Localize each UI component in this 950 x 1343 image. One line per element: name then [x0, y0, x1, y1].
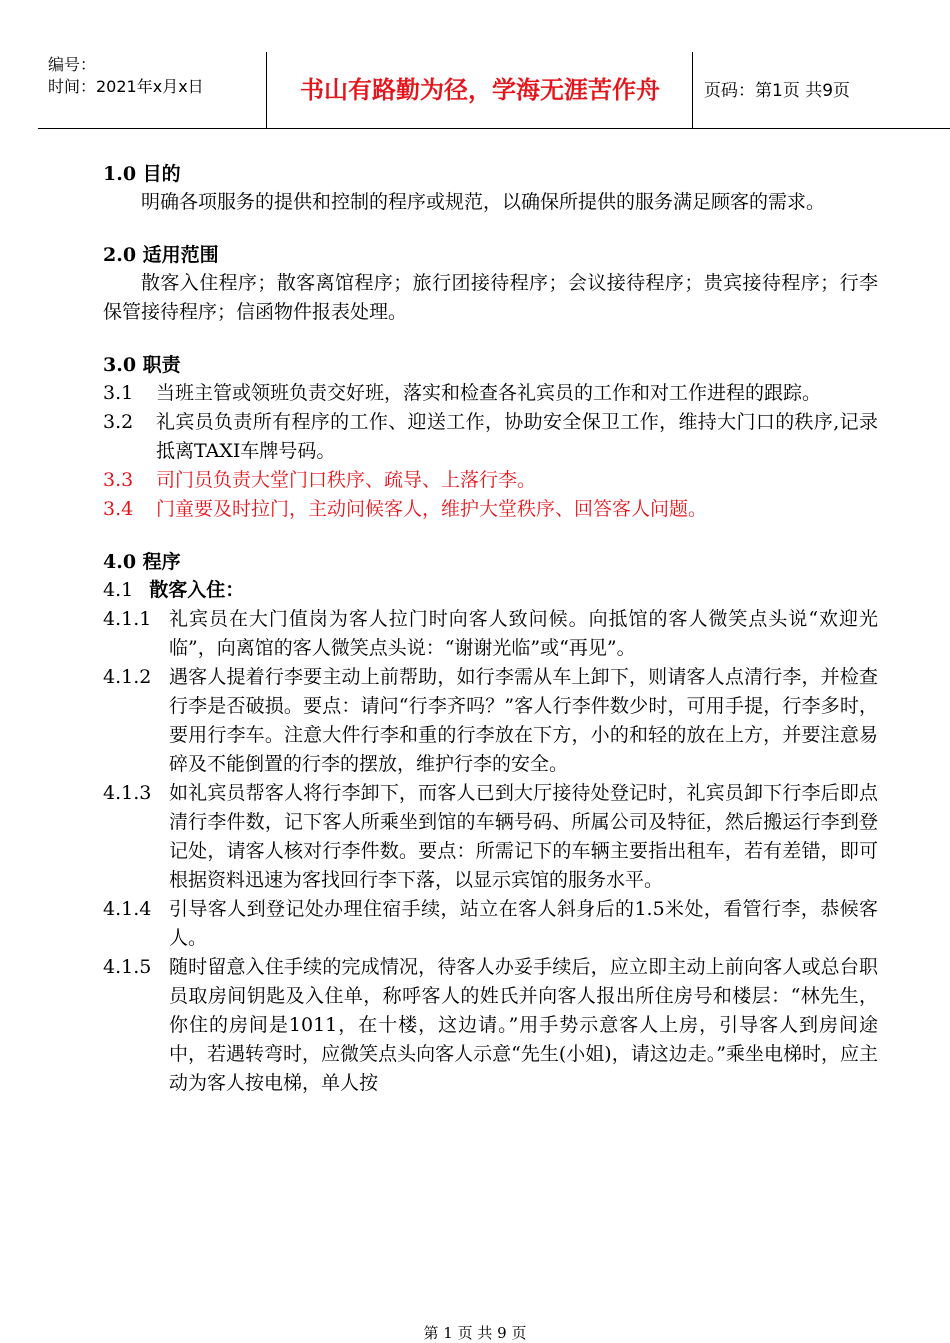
subsection-number: 4.1 — [103, 579, 134, 601]
list-item-highlighted — [103, 466, 878, 495]
item-text: 当班主管或领班负责交好班，落实和检查各礼宾员的工作和对工作进程的跟踪。 — [156, 382, 822, 404]
header-divider — [266, 52, 267, 128]
list-item-highlighted — [103, 495, 878, 524]
page-footer: 第 1 页 共 9 页 — [423, 1324, 527, 1342]
item-number: 3.3 — [103, 469, 134, 491]
item-text: 门童要及时拉门，主动问候客人，维护大堂秩序、回答客人问题。 — [156, 498, 708, 520]
item-number: 4.1.4 — [103, 898, 152, 920]
item-number: 4.1.5 — [103, 956, 152, 978]
page-header — [38, 52, 950, 129]
list-item — [103, 895, 878, 953]
section-title-duties: 3.0 职责 — [103, 354, 181, 376]
document-body — [103, 160, 878, 1098]
item-text: 引导客人到登记处办理住宿手续，站立在客人斜身后的1.5米处，看管行李，恭候客人。 — [169, 898, 878, 949]
header-motto: 书山有路勤为径，学海无涯苦作舟 — [300, 76, 660, 104]
document-time-label: 时间：2021年x月x日 — [48, 77, 204, 96]
list-item — [103, 663, 878, 779]
list-item — [103, 379, 878, 408]
item-number: 4.1.2 — [103, 666, 152, 688]
item-number: 3.1 — [103, 382, 134, 404]
section-title-procedure: 4.0 程序 — [103, 551, 181, 573]
item-number: 4.1.1 — [103, 608, 152, 630]
item-text: 如礼宾员帮客人将行李卸下，而客人已到大厅接待处登记时，礼宾员卸下行李后即点清行李件数，记下客人所乘坐到馆的车辆号码、所属公司及特征，然后搬运行李到登记处，请客人核对行李件数。要点：所需记下的车辆主要指出租车，若有差错，即可根据资料迅速为客找回行李下落，以显示宾馆的服务水平。 — [169, 782, 878, 891]
list-item — [103, 605, 878, 663]
section-title-scope: 2.0 适用范围 — [103, 244, 219, 266]
list-item — [103, 779, 878, 895]
item-number: 4.1.3 — [103, 782, 152, 804]
item-text: 遇客人提着行李要主动上前帮助，如行李需从车上卸下，则请客人点清行李，并检查行李是否破损。要点：请问“行李齐吗？”客人行李件数少时，可用手提，行李多时，要用行李车。注意大件行李和重的行李放在下方，小的和轻的放在上方，并要注意易碎及不能倒置的行李的摆放，维护行李的安全。 — [169, 666, 878, 775]
section-text-purpose: 明确各项服务的提供和控制的程序或规范，以确保所提供的服务满足顾客的需求。 — [141, 191, 826, 213]
item-text: 随时留意入住手续的完成情况，待客人办妥手续后，应立即主动上前向客人或总台职员取房间钥匙及入住单，称呼客人的姓氏并向客人报出所住房号和楼层：“林先生，你住的房间是1011，在十楼，这边请。”用手势示意客人上房，引导客人到房间途中，若遇转弯时，应微笑点头向客人示意“先生(小姐)，请这边走。”乘坐电梯时，应主动为客人按电梯，单人按 — [169, 956, 878, 1094]
header-divider — [692, 52, 693, 128]
item-number: 3.4 — [103, 498, 134, 520]
section-title-purpose: 1.0 目的 — [103, 163, 181, 185]
subsection-heading — [103, 576, 878, 605]
item-text: 司门员负责大堂门口秩序、疏导、上落行李。 — [156, 469, 537, 491]
section-text-scope: 散客入住程序；散客离馆程序；旅行团接待程序；会议接待程序；贵宾接待程序；行李保管接待程序；信函物件报表处理。 — [103, 272, 878, 323]
header-page-info: 页码：第1页 共9页 — [704, 81, 851, 101]
list-item — [103, 953, 878, 1098]
item-text: 礼宾员在大门值岗为客人拉门时向客人致问候。向抵馆的客人微笑点头说“欢迎光临”，向离馆的客人微笑点头说：“谢谢光临”或“再见”。 — [169, 608, 878, 659]
subsection-title: 散客入住： — [149, 579, 245, 601]
item-text: 礼宾员负责所有程序的工作、迎送工作，协助安全保卫工作，维持大门口的秩序,记录抵离TAXI车牌号码。 — [156, 411, 878, 462]
list-item — [103, 408, 878, 466]
document-number-label: 编号： — [48, 55, 97, 74]
item-number: 3.2 — [103, 411, 134, 433]
header-meta — [48, 54, 266, 98]
